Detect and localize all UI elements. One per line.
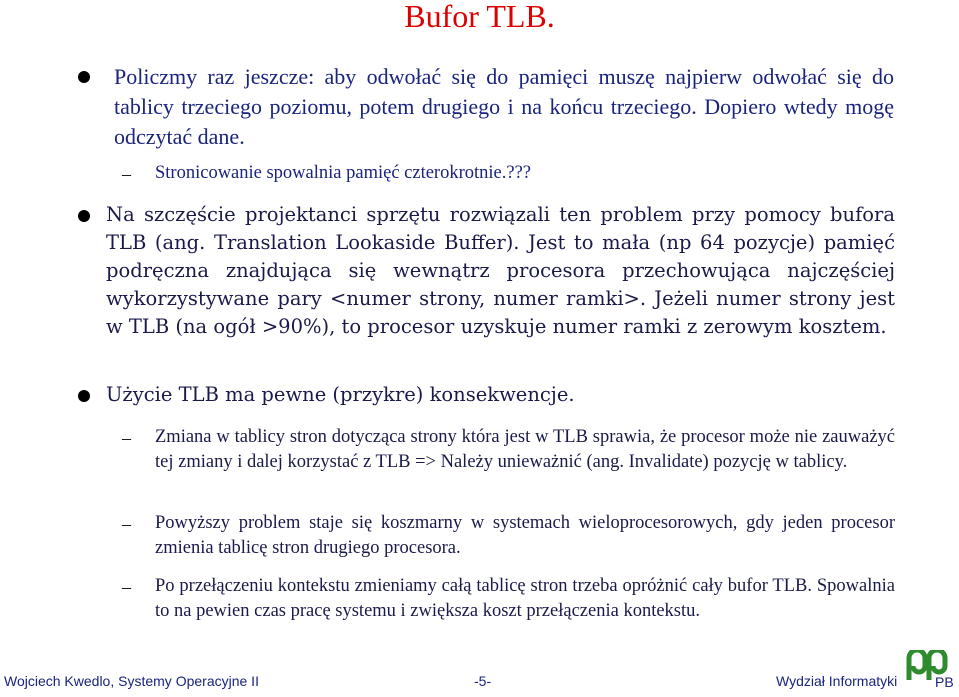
bullet-text-2: Na szczęście projektanci sprzętu rozwiązali ten problem przy pomocy bufora TLB (ang. Translation Lookaside Buffer). Jest to mała (np 64 pozycje) pamięć podręczna znajdująca się wewnątrz procesora przechowująca najczęściej wykorzystywane pary <numer strony, numer ramki>. Jeżeli numer strony jest w TLB (na ogół >90%), to procesor uzyskuje numer ramki z zerowym kosztem. bbox=[106, 203, 895, 338]
footer-faculty: Wydział Informatyki bbox=[776, 673, 898, 689]
bullet-marker bbox=[78, 390, 90, 402]
subbullet-text-1: Stronicowanie spowalnia pamięć czterokrotnie.??? bbox=[155, 163, 532, 183]
logo-text: PB bbox=[935, 674, 954, 690]
bullet-marker bbox=[78, 71, 90, 83]
footer-page-number: -5- bbox=[474, 673, 492, 689]
bullet-text-1: Policzmy raz jeszcze: aby odwołać się do pamięci muszę najpierw odwołać się do tablicy trzeciego poziomu, potem drugiego i na końcu trzeciego. Dopiero wtedy mogę odczytać dane. bbox=[114, 64, 894, 149]
subbullet-text-2: Zmiana w tablicy stron dotycząca strony która jest w TLB sprawia, że procesor może nie zauważyć tej zmiany i dalej korzystać z TLB => Należy unieważnić (ang. Invalidate) pozycję w tablicy. bbox=[155, 427, 895, 472]
footer-author: Wojciech Kwedlo, Systemy Operacyjne II bbox=[4, 673, 259, 689]
dash-marker: – bbox=[122, 514, 131, 534]
slide-title: Bufor TLB. bbox=[404, 0, 555, 34]
subbullet-text-3: Powyższy problem staje się koszmarny w systemach wieloprocesorowych, gdy jeden procesor zmienia tablicę stron drugiego procesora. bbox=[155, 513, 895, 558]
dash-marker: – bbox=[122, 428, 131, 448]
dash-marker: – bbox=[122, 164, 131, 184]
university-logo bbox=[905, 650, 959, 692]
dash-marker: – bbox=[122, 577, 131, 597]
bullet-marker bbox=[78, 210, 90, 222]
subbullet-text-4: Po przełączeniu kontekstu zmieniamy całą tablicę stron trzeba opróżnić cały bufor TLB. Spowalnia to na pewien czas pracę systemu i zwiększa koszt przełączenia kontekstu. bbox=[155, 576, 895, 621]
bullet-text-3: Użycie TLB ma pewne (przykre) konsekwencje. bbox=[106, 383, 575, 406]
